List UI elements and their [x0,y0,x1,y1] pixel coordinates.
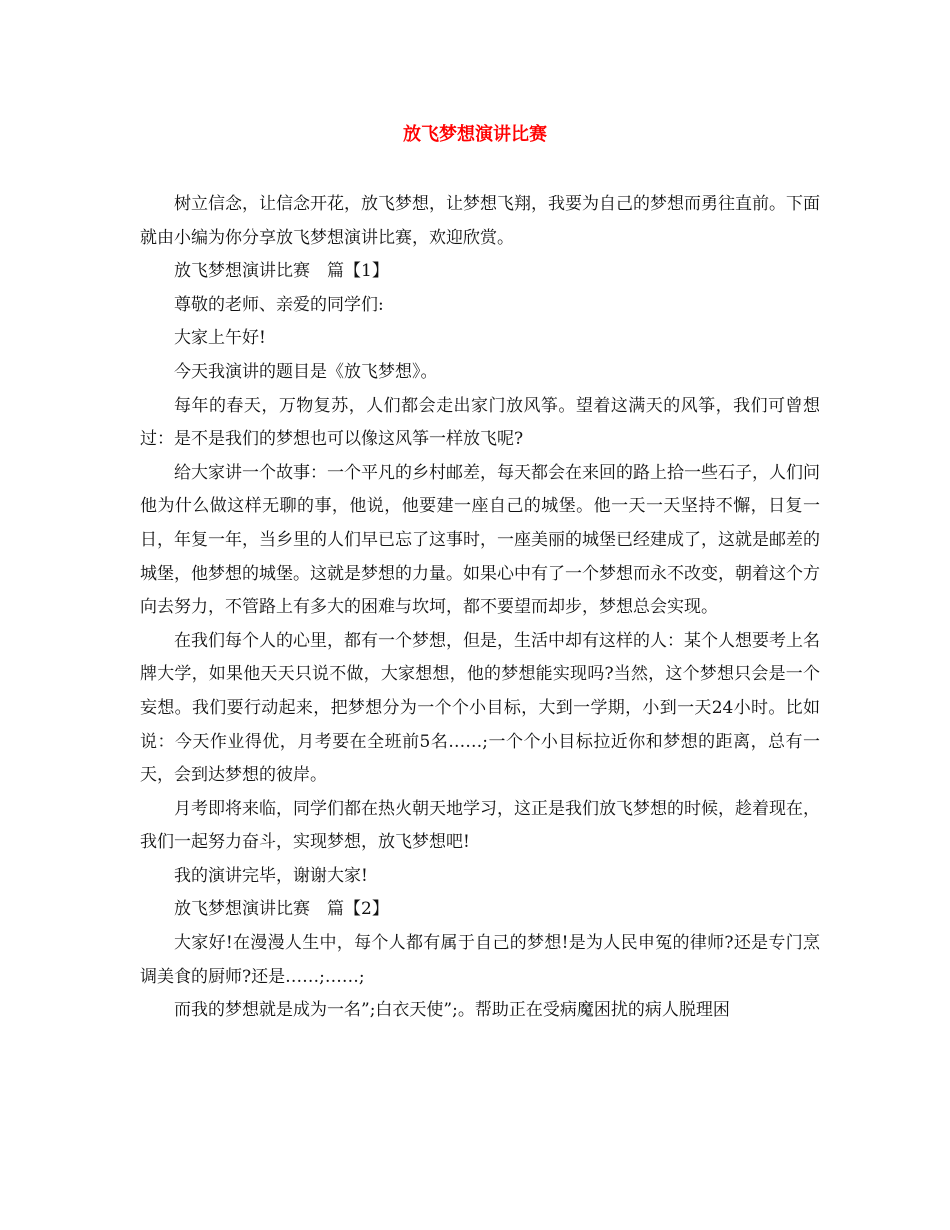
paragraph-dreams: 大家好!在漫漫人生中，每个人都有属于自己的梦想!是为人民申冤的律师?还是专门烹调美食的厨师?还是……;……; [140,933,820,987]
paragraph-spring: 每年的春天，万物复苏，人们都会走出家门放风筝。望着这满天的风筝，我们可曾想过：是不是我们的梦想也可以像这风筝一样放飞呢? [140,395,820,450]
paragraph-angel: 而我的梦想就是成为一名”;白衣天使”;。帮助正在受病魔困扰的病人脱理困 [174,1000,730,1021]
document-body [140,188,820,1028]
paragraph-greeting: 大家上午好! [174,328,266,349]
paragraph-story: 给大家讲一个故事：一个平凡的乡村邮差，每天都会在来回的路上拾一些石子，人们问他为什么做这样无聊的事，他说，他要建一座自己的城堡。他一天一天坚持不懈，日复一日，年复一年，当乡里的人们早已忘了这事时，一座美丽的城堡已经建成了，这就是邮差的城堡，他梦想的城堡。这就是梦想的力量。如果心中有了一个梦想而永不改变，朝着这个方向去努力，不管路上有多大的困难与坎坷，都不要望而却步，梦想总会实现。 [140,462,820,618]
paragraph-goals: 在我们每个人的心里，都有一个梦想，但是，生活中却有这样的人：某个人想要考上名牌大学，如果他天天只说不做，大家想想，他的梦想能实现吗?当然，这个梦想只会是一个妄想。我们要行动起来，把梦想分为一个个小目标，大到一学期，小到一天24小时。比如说：今天作业得优，月考要在全班前5名……;一个个小目标拉近你和梦想的距离，总有一天，会到达梦想的彼岸。 [140,630,820,786]
section-heading-2: 放飞梦想演讲比赛 篇【2】 [174,899,389,920]
document-title: 放飞梦想演讲比赛 [403,124,547,145]
paragraph-topic: 今天我演讲的题目是《放飞梦想》。 [174,361,438,382]
paragraph-intro: 树立信念，让信念开花，放飞梦想，让梦想飞翔，我要为自己的梦想而勇往直前。下面就由小编为你分享放飞梦想演讲比赛，欢迎欣赏。 [140,194,820,248]
section-heading-1: 放飞梦想演讲比赛 篇【1】 [174,261,389,282]
paragraph-salutation: 尊敬的老师、亲爱的同学们: [174,294,384,315]
paragraph-exam: 月考即将来临，同学们都在热火朝天地学习，这正是我们放飞梦想的时候，趁着现在，我们一起努力奋斗，实现梦想，放飞梦想吧! [140,798,820,853]
paragraph-closing: 我的演讲完毕，谢谢大家! [174,865,368,886]
